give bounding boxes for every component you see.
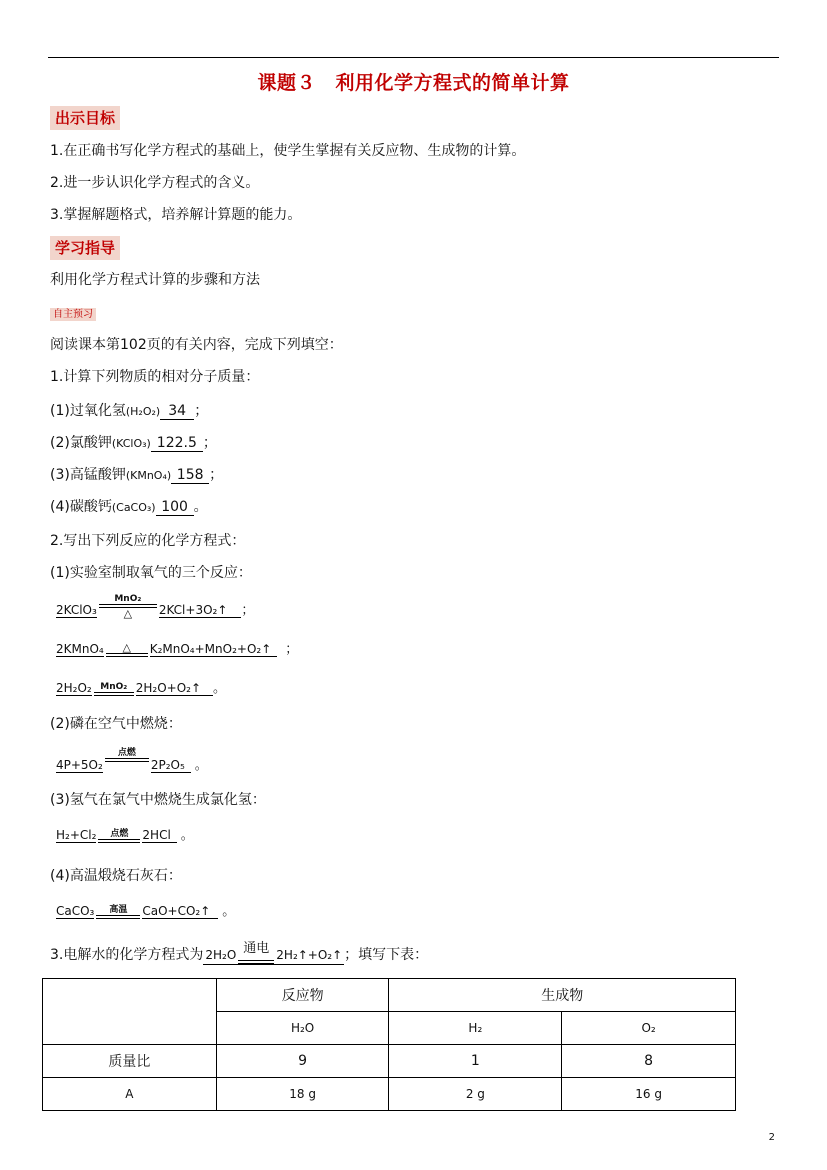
q1-item-2: (2)氯酸钾(KClO₃) 122.5 ； (50, 435, 217, 451)
q1-item-3: (3)高锰酸钾(KMnO₄) 158 ； (50, 467, 224, 483)
table-row (43, 1078, 736, 1111)
header-reactant: 反应物 (216, 979, 389, 1012)
table-cell: 16 g (562, 1078, 736, 1111)
header-h2: H₂ (389, 1012, 562, 1045)
page-title: 课题３ 利用化学方程式的简单计算 (257, 72, 570, 94)
goals-tag: 出示目标 (50, 106, 120, 130)
q2-sub-2: (2)磷在空气中燃烧： (50, 716, 182, 732)
goal-item-3: 3.掌握解题格式，培养解计算题的能力。 (50, 207, 302, 223)
question-3: 3.电解水的化学方程式为 2H₂O 通电 2H₂↑+O₂↑ ；填写下表： (50, 941, 429, 963)
header-rule (48, 57, 779, 58)
water-electrolysis-table (42, 978, 736, 1111)
q2-sub-3: (3)氢气在氯气中燃烧生成氯化氢： (50, 792, 266, 808)
table-cell: 9 (216, 1045, 389, 1078)
table-cell: 18 g (216, 1078, 389, 1111)
guide-text: 利用化学方程式计算的步骤和方法 (50, 272, 260, 288)
table-corner (43, 979, 217, 1045)
q2-sub-1: (1)实验室制取氧气的三个反应： (50, 565, 252, 581)
self-study-intro: 阅读课本第102页的有关内容，完成下列填空： (50, 337, 343, 353)
equation-h2o2: 2H₂O₂ MnO₂ 2H₂O+O₂↑ 。 (56, 681, 227, 696)
equation-caco3: CaCO₃ 高温 CaO+CO₂↑ 。 (56, 904, 236, 919)
equation-p: 4P+5O₂ 点燃 2P₂O₅ 。 (56, 748, 208, 773)
goal-item-2: 2.进一步认识化学方程式的含义。 (50, 175, 260, 191)
equation-kclo3: 2KClO₃ MnO₂ △ 2KCl+3O₂↑ ； (56, 594, 255, 620)
answer-blank: 100 (156, 499, 194, 516)
q2-sub-4: (4)高温煅烧石灰石： (50, 868, 182, 884)
row-label: 质量比 (43, 1045, 217, 1078)
guide-tag: 学习指导 (50, 236, 120, 260)
answer-blank: 158 (171, 467, 209, 484)
page-number: 2 (768, 1132, 775, 1143)
q1-item-1: (1)过氧化氢(H₂O₂) 34 ； (50, 403, 209, 419)
q1-item-4: (4)碳酸钙(CaCO₃) 100 。 (50, 499, 208, 515)
question-1: 1.计算下列物质的相对分子质量： (50, 369, 260, 385)
table-cell: 1 (389, 1045, 562, 1078)
equation-kmno4: 2KMnO₄ △ K₂MnO₄+MnO₂+O₂↑ ； (56, 641, 299, 657)
answer-blank: 34 (160, 403, 194, 420)
self-study-tag: 自主预习 (50, 308, 96, 321)
table-row (43, 1045, 736, 1078)
table-cell: 2 g (389, 1078, 562, 1111)
question-2: 2.写出下列反应的化学方程式： (50, 533, 246, 549)
answer-blank: 122.5 (151, 435, 203, 452)
equation-h2: H₂+Cl₂ 点燃 2HCl 。 (56, 828, 194, 843)
table-cell: 8 (562, 1045, 736, 1078)
header-h2o: H₂O (216, 1012, 389, 1045)
row-label: A (43, 1078, 217, 1111)
header-o2: O₂ (562, 1012, 736, 1045)
header-product: 生成物 (389, 979, 736, 1012)
goal-item-1: 1.在正确书写化学方程式的基础上，使学生掌握有关反应物、生成物的计算。 (50, 143, 526, 159)
